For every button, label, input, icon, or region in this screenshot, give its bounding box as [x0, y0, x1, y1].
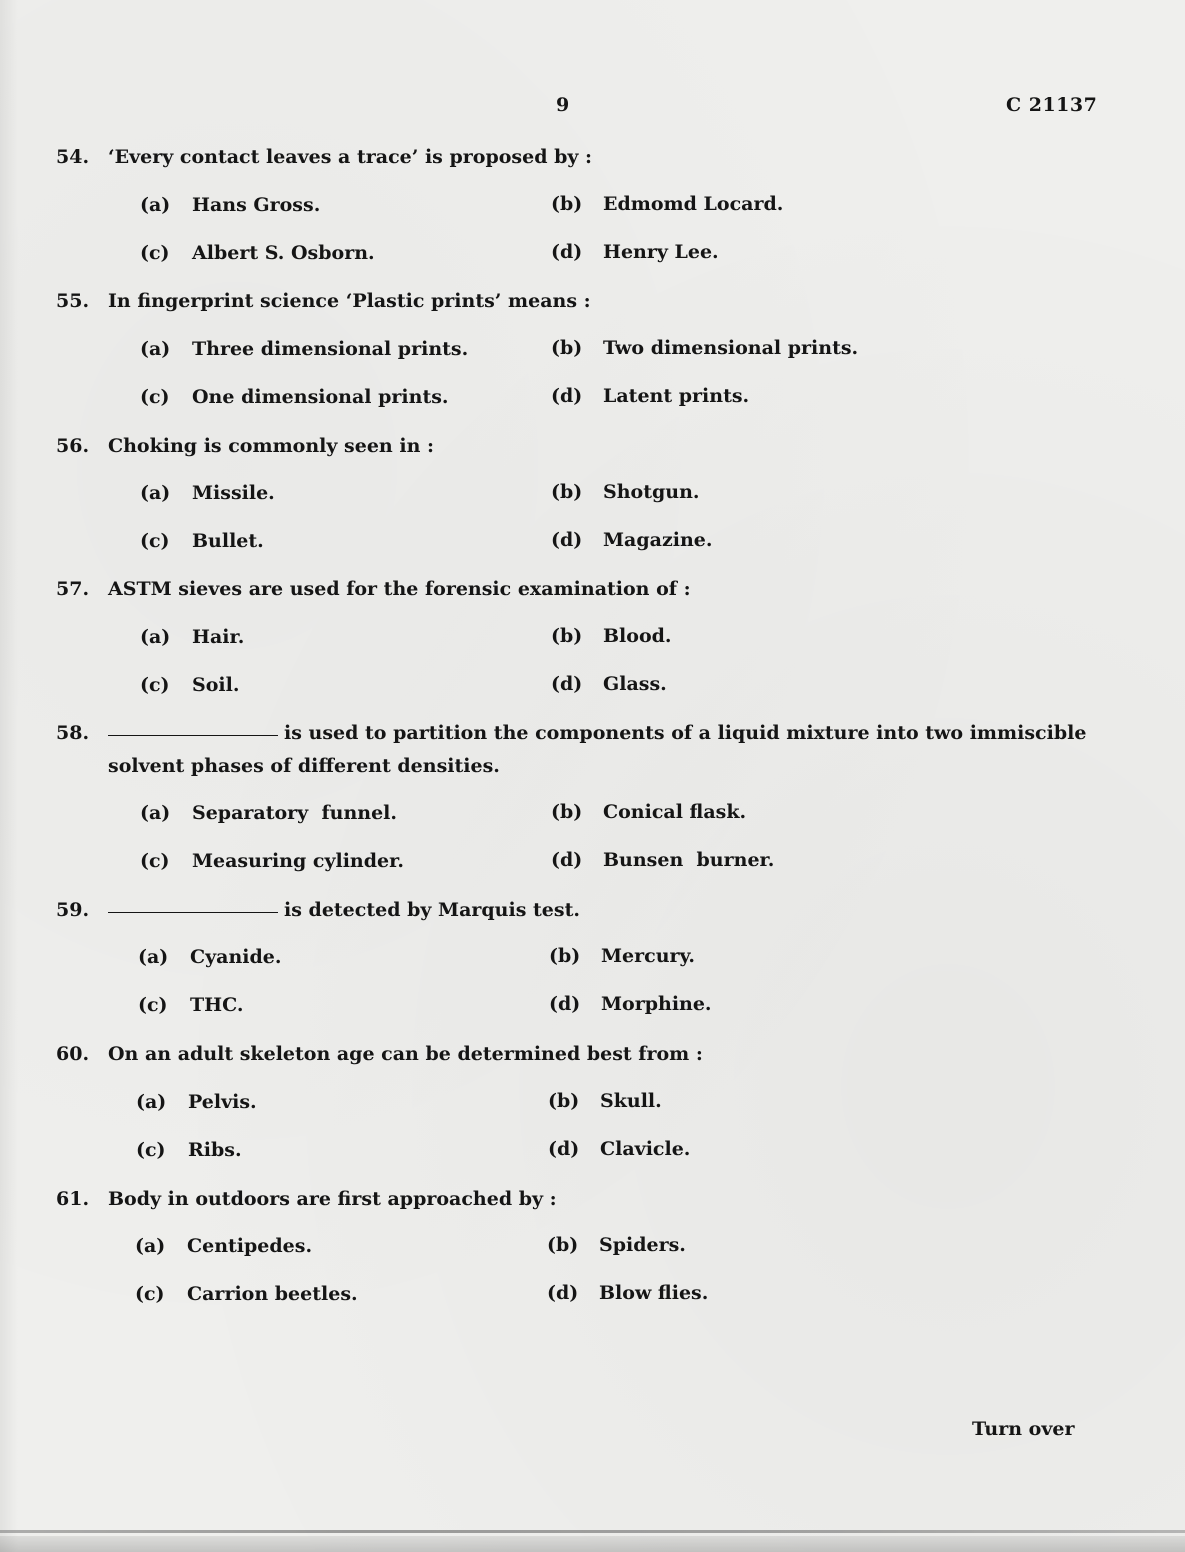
- option-label: (a): [140, 338, 171, 360]
- option-text: Skull.: [600, 1090, 662, 1112]
- option-57-c: [140, 674, 239, 696]
- option-label: (c): [135, 1283, 165, 1305]
- option-55-c: [140, 386, 449, 408]
- option-text: Henry Lee.: [603, 241, 719, 263]
- option-text: Carrion beetles.: [187, 1283, 358, 1305]
- option-label: (c): [140, 850, 170, 872]
- option-label: (c): [138, 994, 168, 1016]
- option-56-b: [551, 481, 700, 503]
- option-59-d: [549, 993, 712, 1015]
- option-text: Bunsen burner.: [603, 849, 775, 871]
- option-54-a: [140, 194, 320, 216]
- paper-code: C 21137: [1006, 94, 1098, 116]
- option-label: (d): [551, 241, 583, 263]
- turn-over-note: Turn over: [972, 1418, 1075, 1440]
- option-label: (b): [549, 945, 581, 967]
- option-label: (d): [549, 993, 581, 1015]
- option-54-b: [551, 193, 783, 215]
- option-label: (b): [551, 625, 583, 647]
- option-text: Blood.: [603, 625, 672, 647]
- question-number: 55.: [56, 290, 90, 312]
- page-number: 9: [556, 94, 570, 116]
- option-text: Conical flask.: [603, 801, 747, 823]
- option-text: Hans Gross.: [192, 194, 321, 216]
- question-number: 59.: [56, 899, 90, 921]
- scan-artifact-line: [0, 1530, 1185, 1533]
- option-text: Two dimensional prints.: [603, 337, 859, 359]
- option-text: Measuring cylinder.: [192, 850, 404, 872]
- option-text: Mercury.: [601, 945, 695, 967]
- option-label: (c): [140, 242, 170, 264]
- option-text: Glass.: [603, 673, 667, 695]
- question-text: is used to partition the components of a liquid mixture into two immiscible solvent phases of different densities.: [108, 722, 1087, 777]
- option-label: (d): [547, 1282, 579, 1304]
- option-text: Centipedes.: [187, 1235, 313, 1257]
- option-label: (a): [135, 1235, 166, 1257]
- option-label: (b): [551, 193, 583, 215]
- option-55-d: [551, 385, 749, 407]
- question-number: 61.: [56, 1188, 90, 1210]
- option-61-c: [135, 1283, 358, 1305]
- option-text: Ribs.: [188, 1139, 242, 1161]
- question-58: [56, 717, 1101, 787]
- option-label: (a): [138, 946, 169, 968]
- option-label: (d): [548, 1138, 580, 1160]
- option-text: Bullet.: [192, 530, 264, 552]
- option-text: Clavicle.: [600, 1138, 691, 1160]
- option-59-a: [138, 946, 282, 968]
- option-text: THC.: [190, 994, 244, 1016]
- option-text: Blow flies.: [599, 1282, 709, 1304]
- option-text: Shotgun.: [603, 481, 700, 503]
- option-61-b: [547, 1234, 686, 1256]
- option-text: Morphine.: [601, 993, 712, 1015]
- question-text: Body in outdoors are first approached by :: [108, 1188, 557, 1210]
- question-text: Choking is commonly seen in :: [108, 435, 435, 457]
- option-59-c: [138, 994, 244, 1016]
- option-label: (c): [136, 1139, 166, 1161]
- option-58-a: [140, 802, 397, 824]
- option-text: Albert S. Osborn.: [192, 242, 375, 264]
- option-text: Hair.: [192, 626, 245, 648]
- option-label: (a): [140, 482, 171, 504]
- option-label: (d): [551, 529, 583, 551]
- question-text-wrapper: [108, 717, 1103, 783]
- option-54-c: [140, 242, 375, 264]
- option-label: (b): [548, 1090, 580, 1112]
- option-56-a: [140, 482, 275, 504]
- option-label: (c): [140, 386, 170, 408]
- option-58-c: [140, 850, 404, 872]
- option-text: Soil.: [192, 674, 240, 696]
- option-60-c: [136, 1139, 242, 1161]
- option-57-a: [140, 626, 244, 648]
- option-54-d: [551, 241, 719, 263]
- option-58-d: [551, 849, 774, 871]
- option-56-c: [140, 530, 264, 552]
- option-label: (a): [140, 194, 171, 216]
- option-label: (d): [551, 849, 583, 871]
- scan-edge-shadow: [0, 0, 18, 1552]
- option-text: Magazine.: [603, 529, 713, 551]
- option-label: (a): [140, 626, 171, 648]
- question-text: ‘Every contact leaves a trace’ is proposed by :: [108, 146, 593, 168]
- option-55-b: [551, 337, 858, 359]
- question-text-wrapper: [108, 894, 1103, 927]
- option-label: (b): [551, 481, 583, 503]
- question-number: 54.: [56, 146, 90, 168]
- option-55-a: [140, 338, 468, 360]
- option-56-d: [551, 529, 712, 551]
- option-60-d: [548, 1138, 690, 1160]
- option-text: Pelvis.: [188, 1091, 257, 1113]
- question-text: In fingerprint science ‘Plastic prints’ means :: [108, 290, 591, 312]
- option-text: Three dimensional prints.: [192, 338, 469, 360]
- option-61-a: [135, 1235, 312, 1257]
- question-text: ASTM sieves are used for the forensic examination of :: [108, 578, 691, 600]
- option-label: (b): [551, 337, 583, 359]
- option-58-b: [551, 801, 746, 823]
- option-61-d: [547, 1282, 708, 1304]
- option-label: (c): [140, 674, 170, 696]
- option-label: (d): [551, 385, 583, 407]
- option-57-b: [551, 625, 672, 647]
- question-text: On an adult skeleton age can be determined best from :: [108, 1043, 703, 1065]
- option-text: One dimensional prints.: [192, 386, 449, 408]
- option-label: (a): [136, 1091, 167, 1113]
- question-text: is detected by Marquis test.: [284, 899, 580, 921]
- option-60-b: [548, 1090, 662, 1112]
- option-text: Missile.: [192, 482, 275, 504]
- option-57-d: [551, 673, 667, 695]
- fill-in-blank: [108, 723, 278, 736]
- option-label: (d): [551, 673, 583, 695]
- option-label: (b): [547, 1234, 579, 1256]
- option-text: Cyanide.: [190, 946, 282, 968]
- question-number: 58.: [56, 722, 90, 744]
- scan-bottom-shadow: [0, 1536, 1185, 1552]
- option-text: Latent prints.: [603, 385, 750, 407]
- question-number: 57.: [56, 578, 90, 600]
- option-59-b: [549, 945, 695, 967]
- option-60-a: [136, 1091, 257, 1113]
- option-label: (c): [140, 530, 170, 552]
- question-number: 56.: [56, 435, 90, 457]
- option-text: Spiders.: [599, 1234, 686, 1256]
- option-text: Edmomd Locard.: [603, 193, 784, 215]
- fill-in-blank: [108, 900, 278, 913]
- question-number: 60.: [56, 1043, 90, 1065]
- option-label: (a): [140, 802, 171, 824]
- option-label: (b): [551, 801, 583, 823]
- option-text: Separatory funnel.: [192, 802, 397, 824]
